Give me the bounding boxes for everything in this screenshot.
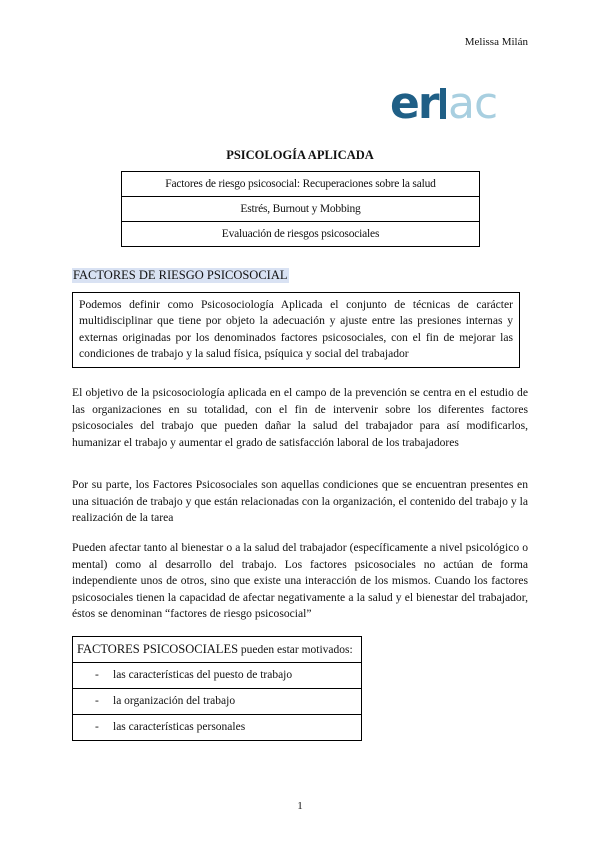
topic-row: Evaluación de riesgos psicosociales bbox=[122, 221, 479, 246]
bullet-dash: - bbox=[95, 721, 99, 733]
definition-box: Podemos definir como Psicosociología Aplicada el conjunto de técnicas de carácter multidisciplinar que tiene por objeto la adecuación y ajuste entre las presiones internas y externas originadas por los denominados factores psicosociales, con el fin de mejorar las condiciones de trabajo y la salud física, psíquica y social del trabajador bbox=[72, 292, 520, 368]
svg-text:er: er bbox=[390, 82, 438, 126]
factor-item bbox=[73, 663, 361, 689]
factor-item-text: la organización del trabajo bbox=[113, 695, 236, 707]
author-name: Melissa Milán bbox=[464, 36, 528, 48]
factors-table-heading bbox=[73, 637, 361, 663]
factors-table bbox=[72, 636, 362, 741]
erlac-logo bbox=[390, 82, 520, 126]
document-title: PSICOLOGÍA APLICADA bbox=[226, 148, 374, 162]
factor-item-text: las características del puesto de trabajo bbox=[113, 669, 293, 681]
topic-row: Estrés, Burnout y Mobbing bbox=[122, 196, 479, 221]
topics-table bbox=[121, 171, 480, 247]
bullet-dash: - bbox=[95, 695, 99, 707]
factor-item-text: las características personales bbox=[113, 721, 246, 733]
svg-text:ac: ac bbox=[448, 82, 498, 126]
bullet-dash: - bbox=[95, 669, 99, 681]
section-heading: FACTORES DE RIESGO PSICOSOCIAL bbox=[73, 268, 288, 282]
factors-heading-rest: pueden estar motivados: bbox=[238, 644, 353, 656]
paragraph-objective: El objetivo de la psicosociología aplicada en el campo de la prevención se centra en el estudio de las organizaciones en su totalidad, con el fin de intervenir sobre los diferentes factores psicosociales del trabajo que pueden dañar la salud del trabajador para así modificarlos, humanizar el trabajo y aumentar el grado de satisfacción laboral de los trabajadores bbox=[72, 386, 528, 449]
factor-item bbox=[73, 715, 361, 740]
paragraph-effects: Pueden afectar tanto al bienestar o a la salud del trabajador (específicamente a nivel psicológico o mental) como al desarrollo del trabajo. Los factores psicosociales no actúan de forma independiente unos de otros, sino que existe una interacción de los mismos. Cuando los factores psicosociales tienen la capacidad de afectar negativamente a la salud y el bienestar del trabajador, éstos se denominan “factores de riesgo psicosocial” bbox=[72, 541, 528, 621]
factors-heading-main: FACTORES PSICOSOCIALES bbox=[77, 642, 239, 656]
page-number: 1 bbox=[297, 800, 303, 812]
topic-row: Factores de riesgo psicosocial: Recuperaciones sobre la salud bbox=[165, 178, 436, 190]
factor-item bbox=[73, 689, 361, 715]
paragraph-factors: Por su parte, los Factores Psicosociales son aquellas condiciones que se encuentran presentes en una situación de trabajo y que están relacionadas con la organización, el contenido del trabajo y la realización de la tarea bbox=[72, 478, 528, 525]
